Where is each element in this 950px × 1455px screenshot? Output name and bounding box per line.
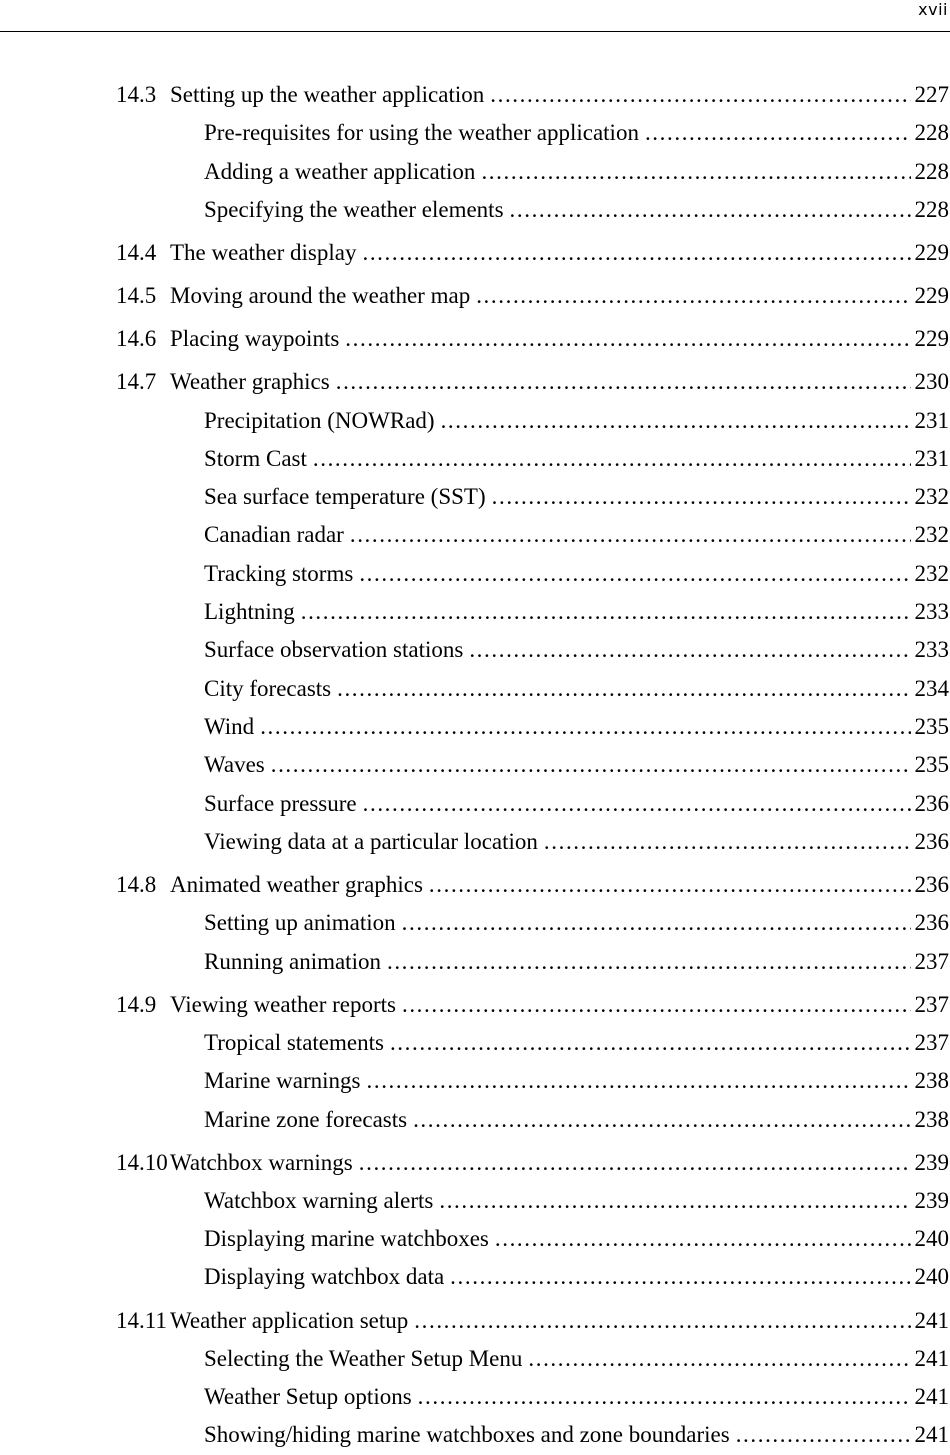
dot-leader [476,277,910,315]
toc-page-number: 231 [914,407,949,433]
dot-leader [481,153,910,191]
toc-page-number: 238 [914,1068,949,1094]
toc-subsection-entry[interactable] [116,555,949,593]
dot-leader [362,234,910,272]
toc-entry-title: Weather application setup [170,1307,409,1333]
toc-subsection-entry[interactable] [116,631,949,669]
dot-leader [414,1302,910,1340]
toc-section-number: 14.5 [116,283,157,309]
dot-leader [260,708,910,746]
toc-entry-title: Lightning [204,599,295,625]
toc-entry-title: Sea surface temperature (SST) [204,484,486,510]
dot-leader [359,1144,911,1182]
toc-entry-title: Storm Cast [204,445,307,471]
dot-leader [363,785,911,823]
toc-entry-title: The weather display [170,239,357,265]
toc-entry-title: Setting up animation [204,910,396,936]
toc-page-number: 237 [914,991,949,1017]
dot-leader [402,904,911,942]
dot-leader [544,823,911,861]
toc-subsection-entry[interactable] [116,402,949,440]
dot-leader [387,943,911,981]
toc-page-number: 234 [914,675,949,701]
toc-subsection-entry[interactable] [116,1182,949,1220]
toc-subsection-entry[interactable] [116,516,949,554]
dot-leader [390,1024,911,1062]
toc-section-number: 14.6 [116,326,157,352]
toc-subsection-entry[interactable] [116,1340,949,1378]
toc-entry-title: Marine warnings [204,1068,361,1094]
toc-section-entry[interactable] [116,363,949,401]
toc-section-entry[interactable] [116,1302,949,1340]
toc-page-number: 239 [914,1149,949,1175]
toc-entry-title: Wind [204,713,255,739]
toc-subsection-entry[interactable] [116,593,949,631]
toc-page-number: 228 [914,120,949,146]
toc-subsection-entry[interactable] [116,1416,949,1454]
toc-entry-title: Pre-requisites for using the weather application [204,120,639,146]
toc-page-number: 240 [914,1226,949,1252]
toc-subsection-entry[interactable] [116,943,949,981]
toc-page-number: 231 [914,445,949,471]
toc-page-number: 241 [914,1345,949,1371]
dot-leader [350,516,911,554]
toc-entry-title: Selecting the Weather Setup Menu [204,1345,523,1371]
dot-leader [313,440,911,478]
toc-entry-title: Tracking storms [204,560,354,586]
toc-page-number: 229 [914,239,949,265]
toc-subsection-entry[interactable] [116,478,949,516]
toc-subsection-entry[interactable] [116,1062,949,1100]
toc-entry-title: Watchbox warning alerts [204,1187,434,1213]
toc-entry-title: Displaying watchbox data [204,1264,445,1290]
dot-leader [301,593,911,631]
toc-entry-title: Canadian radar [204,522,344,548]
dot-leader [429,866,911,904]
toc-page-number: 241 [914,1384,949,1410]
dot-leader [736,1416,911,1454]
toc-page-number: 237 [914,948,949,974]
toc-entry-title: Weather Setup options [204,1384,412,1410]
toc-page-number: 228 [914,158,949,184]
dot-leader [439,1182,910,1220]
dot-leader [495,1220,911,1258]
toc-subsection-entry[interactable] [116,1258,949,1296]
toc-page-number: 232 [914,560,949,586]
dot-leader [418,1378,911,1416]
page-header [0,0,950,32]
toc-page-number: 229 [914,326,949,352]
page-number: xvii [918,0,948,19]
toc-entry-title: Specifying the weather elements [204,196,504,222]
toc-subsection-entry[interactable] [116,191,949,229]
toc-section-entry[interactable] [116,76,949,114]
toc-entry-title: Viewing data at a particular location [204,828,538,854]
toc-section-entry[interactable] [116,277,949,315]
toc-page-number: 230 [914,369,949,395]
dot-leader [492,478,911,516]
toc-subsection-entry[interactable] [116,823,949,861]
toc-entry-title: Surface observation stations [204,637,464,663]
toc-page-number: 241 [914,1307,949,1333]
toc-entry-title: Weather graphics [170,369,330,395]
toc-page-number: 239 [914,1187,949,1213]
dot-leader [510,191,911,229]
table-of-contents [116,76,949,1455]
toc-section-entry[interactable] [116,866,949,904]
toc-page-number: 240 [914,1264,949,1290]
toc-section-number: 14.10 [116,1149,168,1175]
toc-page-number: 232 [914,484,949,510]
toc-entry-title: Surface pressure [204,790,357,816]
toc-section-entry[interactable] [116,986,949,1024]
toc-entry-title: City forecasts [204,675,332,701]
toc-page-number: 241 [914,1422,949,1448]
toc-subsection-entry[interactable] [116,114,949,152]
toc-page-number: 238 [914,1106,949,1132]
dot-leader [367,1062,911,1100]
toc-page-number: 227 [914,82,949,107]
toc-page-number: 235 [914,713,949,739]
toc-page-number: 228 [914,196,949,222]
toc-section-entry[interactable] [116,1144,949,1182]
dot-leader [359,555,910,593]
toc-section-number: 14.8 [116,871,157,897]
toc-page-number: 236 [914,790,949,816]
toc-entry-title: Marine zone forecasts [204,1106,408,1132]
toc-page-number: 232 [914,522,949,548]
toc-page-number: 236 [914,910,949,936]
dot-leader [402,986,911,1024]
toc-entry-title: Running animation [204,948,381,974]
dot-leader [441,402,911,440]
toc-entry-title: Displaying marine watchboxes [204,1226,489,1252]
toc-subsection-entry[interactable] [116,440,949,478]
dot-leader [413,1101,910,1139]
toc-entry-title: Animated weather graphics [170,871,423,897]
toc-section-number: 14.4 [116,239,157,265]
toc-page-number: 235 [914,752,949,778]
toc-section-number: 14.11 [116,1307,167,1333]
toc-subsection-entry[interactable] [116,785,949,823]
toc-page-number: 229 [914,283,949,309]
toc-entry-title: Tropical statements [204,1029,384,1055]
toc-entry-title: Watchbox warnings [170,1149,353,1175]
toc-entry-title: Showing/hiding marine watchboxes and zone boundaries [204,1422,730,1448]
dot-leader [337,670,910,708]
toc-subsection-entry[interactable] [116,1220,949,1258]
toc-subsection-entry[interactable] [116,708,949,746]
toc-entry-title: Setting up the weather application [170,82,485,107]
toc-subsection-entry[interactable] [116,670,949,708]
toc-page-number: 237 [914,1029,949,1055]
toc-entry-title: Moving around the weather map [170,283,471,309]
toc-section-number: 14.3 [116,82,157,107]
toc-page-number: 236 [914,828,949,854]
dot-leader [645,114,911,152]
toc-entry-title: Viewing weather reports [170,991,396,1017]
toc-page-number: 236 [914,871,949,897]
toc-subsection-entry[interactable] [116,904,949,942]
dot-leader [450,1258,910,1296]
toc-section-number: 14.7 [116,369,157,395]
dot-leader [271,746,911,784]
toc-section-entry[interactable] [116,234,949,272]
toc-subsection-entry[interactable] [116,746,949,784]
toc-subsection-entry[interactable] [116,1024,949,1062]
toc-entry-title: Waves [204,752,265,778]
toc-section-entry[interactable] [116,320,949,358]
dot-leader [336,363,911,401]
toc-subsection-entry[interactable] [116,153,949,191]
toc-entry-title: Precipitation (NOWRad) [204,407,435,433]
dot-leader [490,76,910,114]
toc-subsection-entry[interactable] [116,1378,949,1416]
toc-page-number: 233 [914,599,949,625]
toc-subsection-entry[interactable] [116,1101,949,1139]
dot-leader [345,320,910,358]
toc-entry-title: Adding a weather application [204,158,476,184]
dot-leader [528,1340,910,1378]
toc-section-number: 14.9 [116,991,157,1017]
toc-page-number: 233 [914,637,949,663]
toc-entry-title: Placing waypoints [170,326,340,352]
dot-leader [469,631,910,669]
